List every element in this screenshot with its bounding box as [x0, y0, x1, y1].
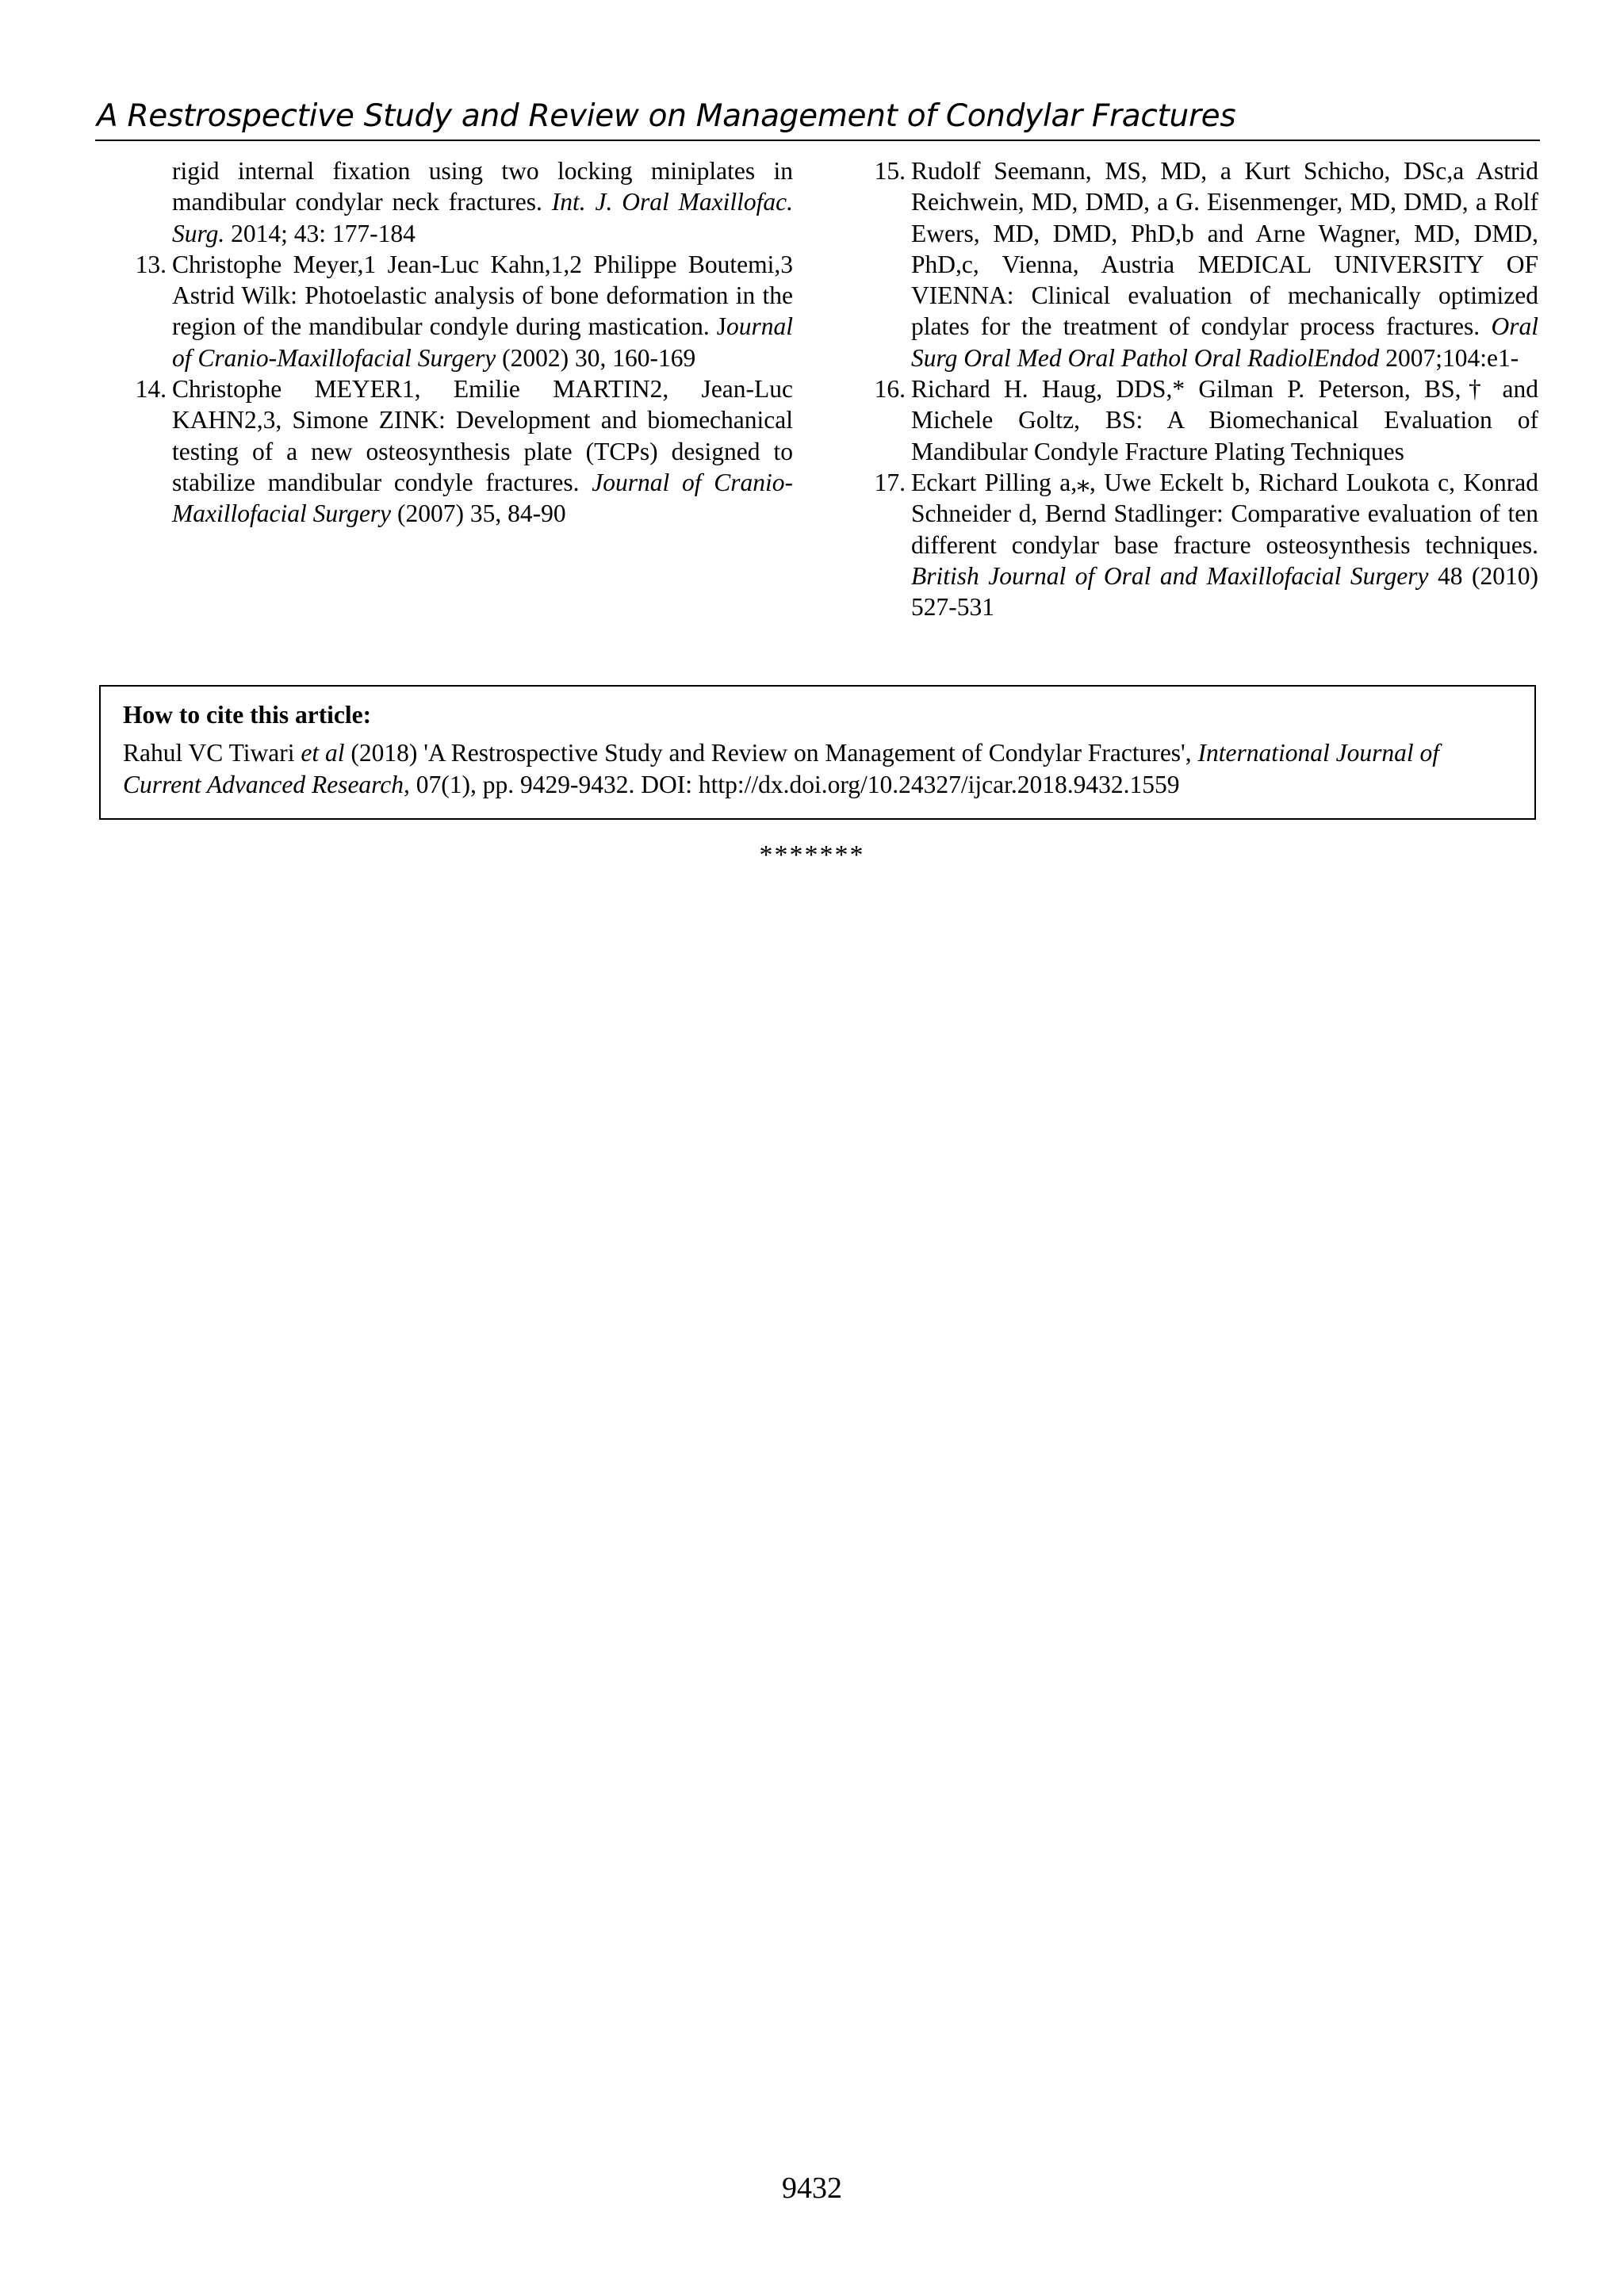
reference-text: Christophe Meyer,1 Jean-Luc Kahn,1,2 Philippe Boutemi,3 Astrid Wilk: Photoelastic analysis of bone deformation in the region of the mandibular condyle during mastication. Journal of Cranio-Maxillofacial Surgery (2002) 30, 160-169 [172, 250, 793, 372]
reference-text: Rudolf Seemann, MS, MD, a Kurt Schicho, DSc,a Astrid Reichwein, MD, DMD, a G. Eisenmenger, MD, DMD, a Rolf Ewers, MD, DMD, PhD,b and Arne Wagner, MD, DMD, PhD,c, Vienna, Austria MEDICAL UNIVERSITY OF VIENNA: Clinical evaluation of mechanically optimized plates for the treatment of condylar process fractures. Oral Surg Oral Med Oral Pathol Oral RadiolEndod 2007;104:e1- [911, 157, 1538, 372]
citation-heading: How to cite this article: [123, 701, 372, 729]
citation-box [99, 685, 1536, 820]
reference-item [122, 249, 793, 373]
references-right-column [861, 155, 1538, 622]
reference-text: Richard H. Haug, DDS,* Gilman P. Peterson, BS,† and Michele Goltz, BS: A Biomechanical Evaluation of Mandibular Condyle Fracture Plating Techniques [911, 375, 1538, 465]
reference-text: Christophe MEYER1, Emilie MARTIN2, Jean-Luc KAHN2,3, Simone ZINK: Development and biomechanical testing of a new osteosynthesis plate (TCPs) designed to stabilize mandibular condyle fractures. Journal of Cranio-Maxillofacial Surgery (2007) 35, 84-90 [172, 375, 793, 528]
reference-number: 14. [135, 375, 167, 404]
reference-number: 16. [874, 375, 906, 404]
reference-item [861, 373, 1538, 467]
header-rule [95, 140, 1540, 141]
references-left-column [122, 155, 793, 530]
reference-item [861, 467, 1538, 622]
reference-item [861, 155, 1538, 373]
reference-text: Eckart Pilling a,⁎, Uwe Eckelt b, Richard Loukota c, Konrad Schneider d, Bernd Stadlinger: Comparative evaluation of ten different condylar base fracture osteosynthesis techniques. British Journal of Oral and Maxillofacial Surgery 48 (2010) 527-531 [911, 468, 1538, 622]
reference-item [122, 155, 793, 249]
reference-number: 17. [874, 468, 906, 496]
reference-number: 13. [135, 250, 167, 278]
end-separator: ******* [759, 840, 865, 870]
running-title: A Restrospective Study and Review on Management of Condylar Fractures [97, 98, 1236, 134]
reference-text: rigid internal fixation using two locking miniplates in mandibular condylar neck fractures. Int. J. Oral Maxillofac. Surg. 2014; 43: 177-184 [172, 157, 793, 247]
reference-number: 15. [874, 157, 906, 185]
citation-text: Rahul VC Tiwari et al (2018) 'A Restrospective Study and Review on Management of Condylar Fractures', International Journal of Current Advanced Research, 07(1), pp. 9429-9432. DOI: http://dx.doi.org/10.24327/ijcar.2018.9432.1559 [123, 739, 1439, 798]
reference-item [122, 373, 793, 529]
page-number: 9432 [782, 2172, 842, 2205]
